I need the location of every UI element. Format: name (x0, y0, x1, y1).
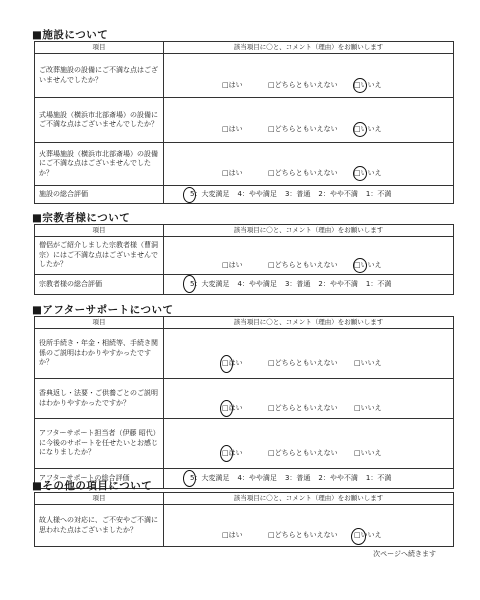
option-neutral[interactable]: □どちらともいえない (268, 358, 338, 367)
option-neutral[interactable]: □どちらともいえない (268, 169, 338, 177)
table-row (35, 54, 454, 98)
question-text: ご改葬施設の設備にご不満な点はございませんでしたか？ (35, 54, 164, 98)
rating-2[interactable]: 2：やや不満 (318, 189, 358, 198)
rating-2[interactable]: 2：やや不満 (318, 279, 358, 288)
continue-note: 次ページへ続きます (373, 550, 436, 558)
option-no[interactable]: □いいえ (354, 125, 382, 133)
header-item: 項目 (35, 317, 164, 329)
handwritten-circle-mark (220, 400, 233, 417)
option-no[interactable]: □いいえ (354, 80, 382, 89)
header-answer: 該当項目に〇と、コメント（理由）をお願いします (164, 493, 454, 505)
handwritten-circle-mark (353, 78, 367, 93)
table-row (35, 143, 454, 186)
rating-5[interactable]: 5：大変満足 (190, 473, 230, 482)
option-no[interactable]: □いいえ (354, 358, 382, 367)
rating-3[interactable]: 3：普通 (284, 279, 311, 288)
rating-1[interactable]: 1：不満 (365, 189, 392, 198)
option-yes[interactable]: □はい (222, 403, 243, 412)
option-no[interactable]: □いいえ (354, 530, 382, 539)
option-neutral[interactable]: □どちらともいえない (268, 125, 338, 133)
option-yes[interactable]: □はい (222, 80, 243, 89)
option-yes[interactable]: □はい (222, 358, 243, 367)
option-no[interactable]: □いいえ (354, 403, 382, 412)
option-neutral[interactable]: □どちらともいえない (268, 80, 338, 89)
header-answer: 該当項目に〇と、コメント（理由）をお願いします (164, 42, 454, 54)
option-neutral[interactable]: □どちらともいえない (268, 260, 338, 269)
after-support-table (34, 316, 454, 489)
option-yes[interactable]: □はい (222, 448, 243, 457)
question-text: 故人様への対応に、ご不安やご不満に思われた点はございましたか？ (35, 505, 164, 547)
handwritten-circle-mark (353, 122, 367, 137)
option-no[interactable]: □いいえ (354, 169, 382, 177)
question-text: 僧侶がご紹介しました宗教者様（曹洞宗）にはご不満な点はございませんでしたか？ (35, 237, 164, 275)
rating-1[interactable]: 1：不満 (365, 279, 392, 288)
question-text: アフターサポート担当者（伊藤 昭代）に今後のサポートを任せたいとお感じになりましたか？ (35, 419, 164, 469)
table-row (35, 186, 454, 204)
rating-5[interactable]: 5：大変満足 (190, 189, 230, 198)
table-row (35, 329, 454, 379)
handwritten-circle-mark (183, 275, 196, 293)
section-title-other: ■その他の項目について (32, 480, 153, 492)
table-row (35, 505, 454, 547)
option-neutral[interactable]: □どちらともいえない (268, 448, 338, 457)
table-row (35, 98, 454, 143)
overall-label: アフターサポートの総合評価 (35, 469, 164, 489)
rating-2[interactable]: 2：やや不満 (318, 473, 358, 482)
section-title-after-support: ■アフターサポートについて (32, 304, 174, 316)
question-text: 火葬場施設（横浜市北部斎場）の設備にご不満な点はございませんでしたか？ (35, 143, 164, 186)
handwritten-circle-mark (220, 355, 233, 373)
option-no[interactable]: □いいえ (354, 260, 382, 269)
question-text: 式場施設（横浜市北部斎場）の設備にご不満な点はございませんでしたか？ (35, 98, 164, 143)
overall-label: 宗教者様の総合評価 (35, 275, 164, 295)
table-row (35, 419, 454, 469)
header-item: 項目 (35, 493, 164, 505)
overall-label: 施設の総合評価 (35, 186, 164, 204)
handwritten-circle-mark (183, 187, 196, 203)
option-yes[interactable]: □はい (222, 169, 243, 177)
table-row (35, 237, 454, 275)
option-neutral[interactable]: □どちらともいえない (268, 403, 338, 412)
handwritten-circle-mark (351, 528, 366, 545)
option-neutral[interactable]: □どちらともいえない (268, 530, 338, 539)
header-item: 項目 (35, 42, 164, 54)
rating-4[interactable]: 4：やや満足 (237, 473, 277, 482)
header-item: 項目 (35, 225, 164, 237)
facility-table (34, 41, 454, 204)
handwritten-circle-mark (353, 166, 367, 181)
option-yes[interactable]: □はい (222, 125, 243, 133)
handwritten-circle-mark (353, 258, 367, 273)
header-answer: 該当項目に〇と、コメント（理由）をお願いします (164, 317, 454, 329)
clergy-table (34, 224, 454, 295)
handwritten-circle-mark (183, 470, 196, 487)
rating-1[interactable]: 1：不満 (365, 473, 392, 482)
table-row (35, 275, 454, 295)
section-title-clergy: ■宗教者様について (32, 212, 131, 224)
rating-3[interactable]: 3：普通 (284, 473, 311, 482)
question-text: 香典返し・法要・ご供養ごとのご説明はわかりやすかったですか？ (35, 379, 164, 419)
section-title-facility: ■施設について (32, 29, 109, 41)
rating-3[interactable]: 3：普通 (284, 189, 311, 198)
option-no[interactable]: □いいえ (354, 448, 382, 457)
header-answer: 該当項目に〇と、コメント（理由）をお願いします (164, 225, 454, 237)
rating-4[interactable]: 4：やや満足 (237, 189, 277, 198)
rating-5[interactable]: 5：大変満足 (190, 279, 230, 288)
option-yes[interactable]: □はい (222, 530, 243, 539)
option-yes[interactable]: □はい (222, 260, 243, 269)
handwritten-circle-mark (220, 445, 233, 462)
rating-4[interactable]: 4：やや満足 (237, 279, 277, 288)
question-text: 役所手続き・年金・相続等、手続き関係のご説明はわかりやすかったですか？ (35, 329, 164, 379)
other-table (34, 492, 454, 547)
table-row (35, 379, 454, 419)
